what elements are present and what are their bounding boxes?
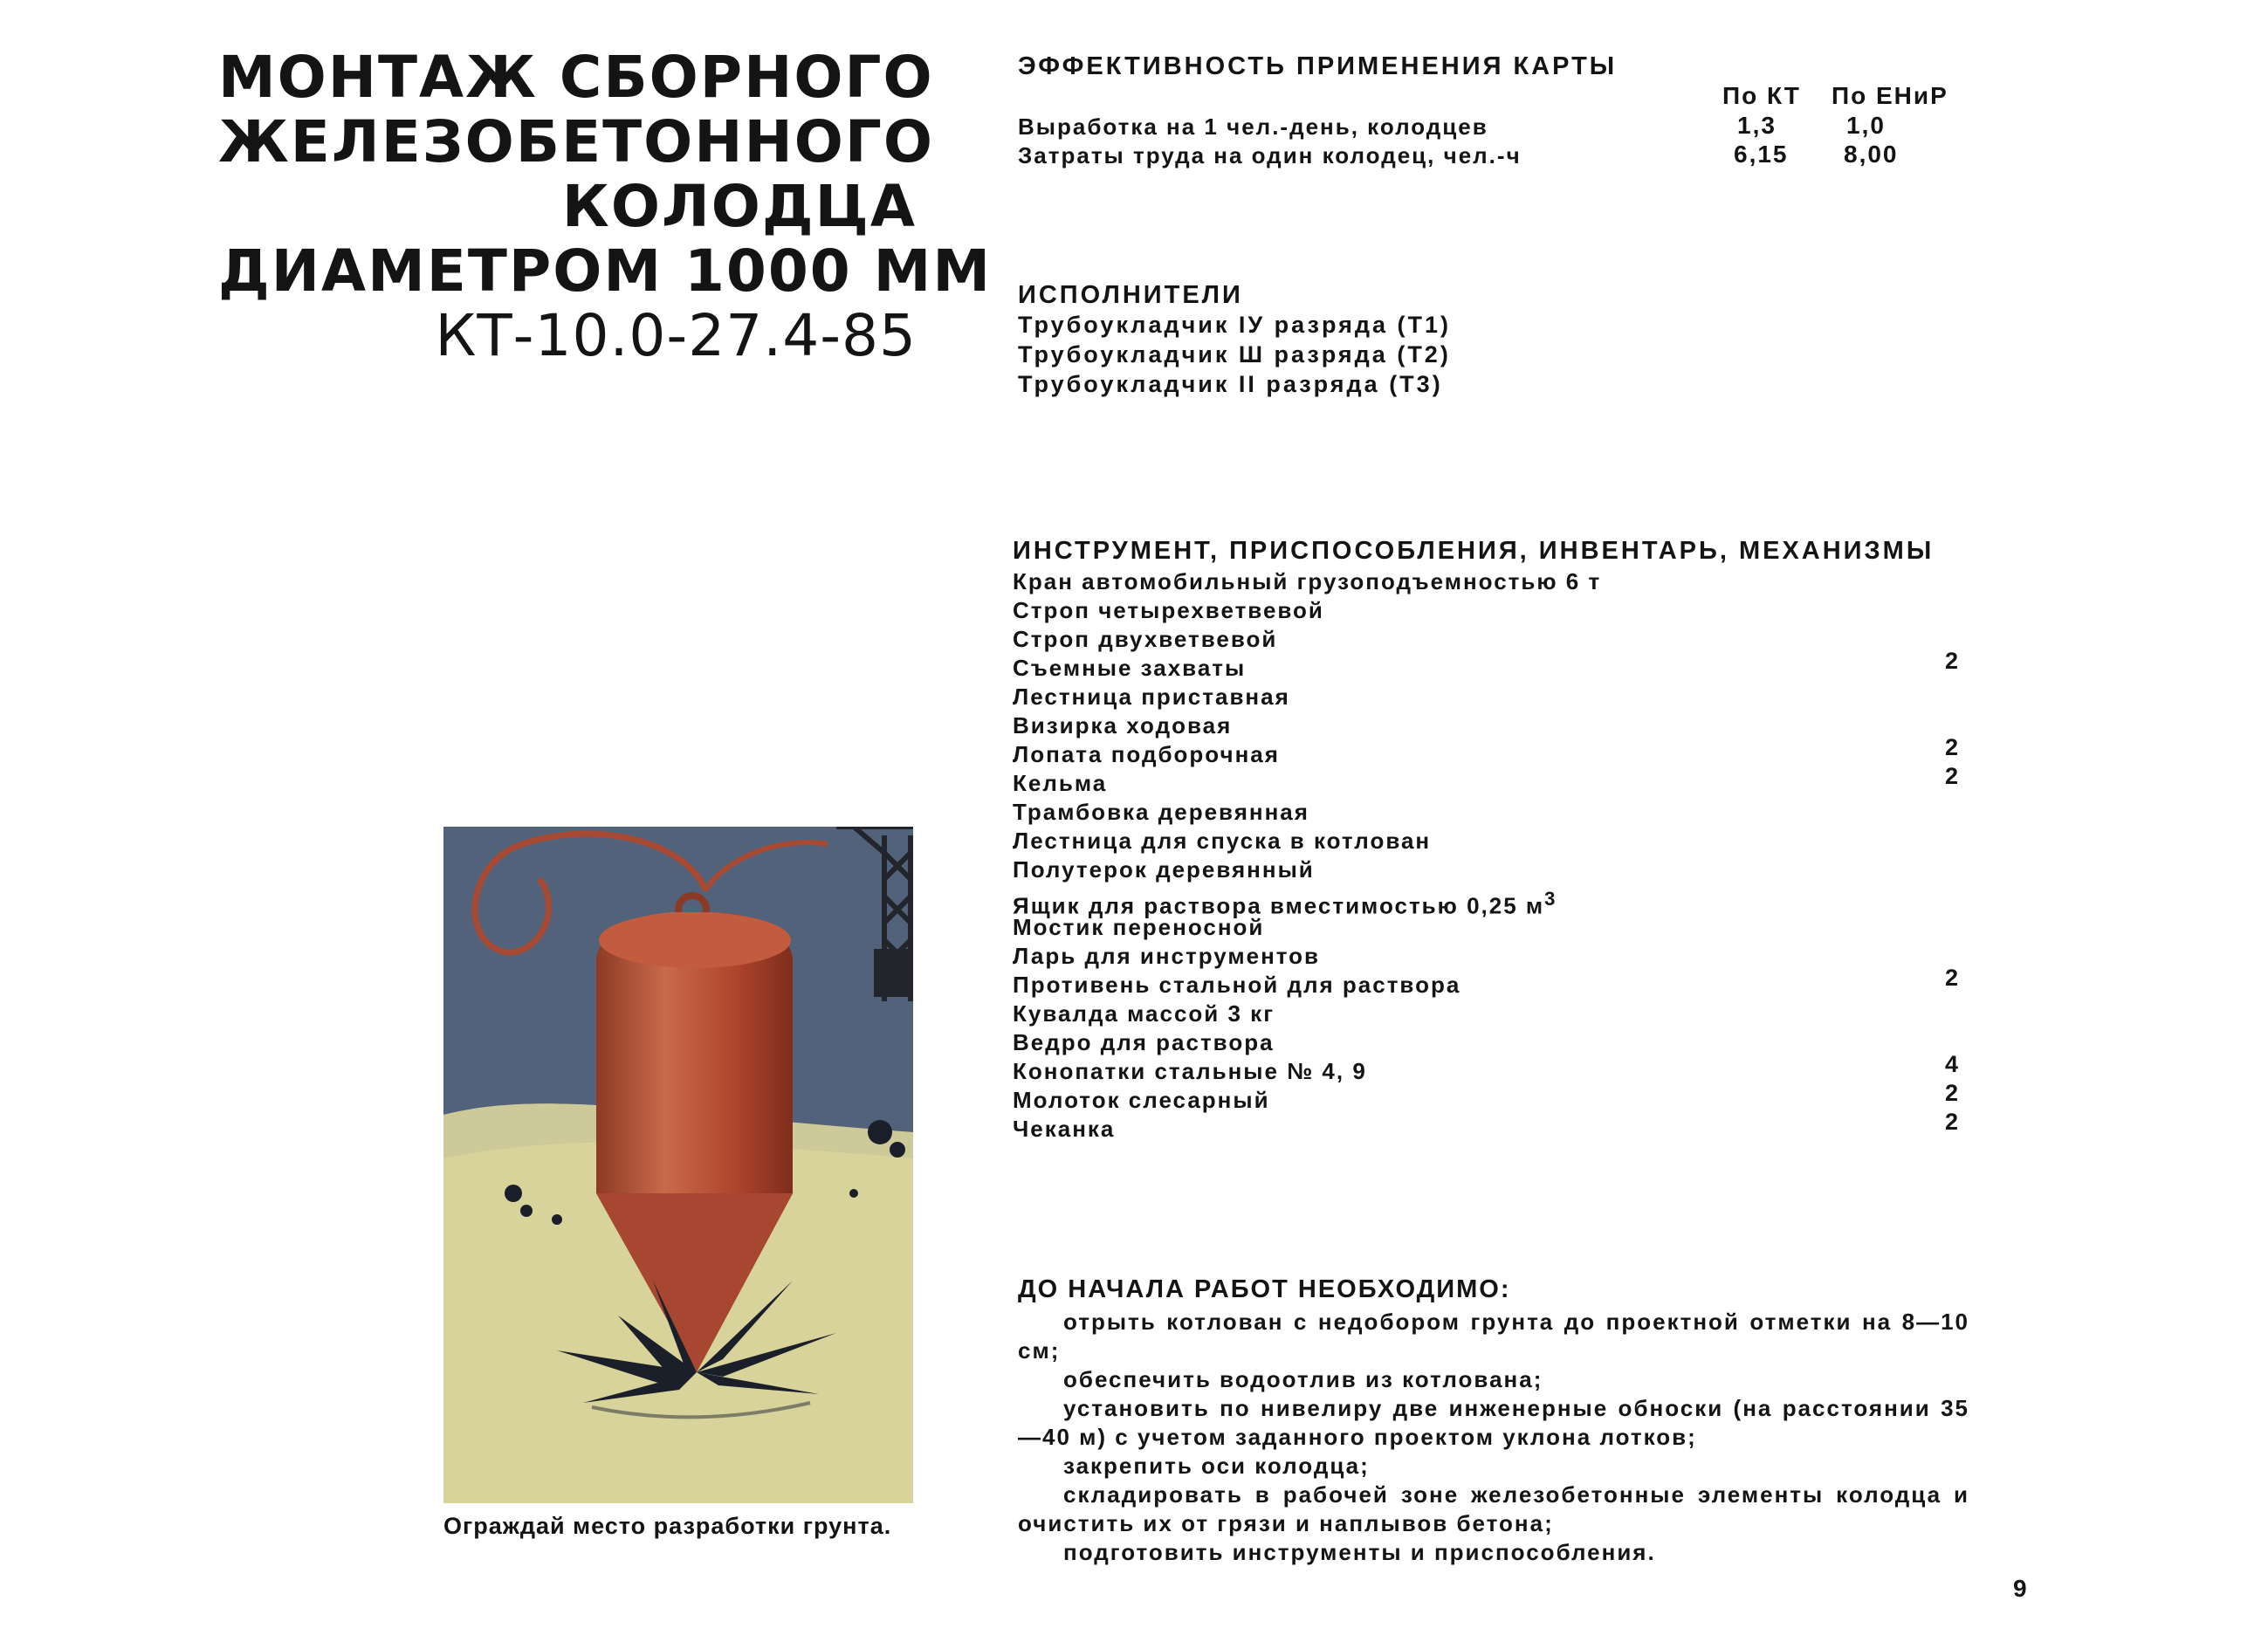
tool-item — [1013, 798, 1973, 827]
tool-quantity: 4 — [1945, 1051, 1961, 1077]
tool-item — [1013, 1080, 1973, 1115]
tool-quantity: 2 — [1945, 734, 1961, 760]
preparation-step: отрыть котлован с недобором грунта до проектной отметки на 8—10 см; — [1018, 1309, 1969, 1364]
tool-name: Конопатки стальные № 4, 9 — [1013, 1058, 1367, 1084]
tool-quantity: 2 — [1945, 1109, 1961, 1135]
tool-name: Чеканка — [1013, 1116, 1116, 1142]
tool-name: Визирка ходовая — [1013, 712, 1233, 739]
tool-item — [1013, 965, 1973, 1000]
tool-item — [1013, 596, 1973, 625]
preparation-heading: ДО НАЧАЛА РАБОТ НЕОБХОДИМО: — [1018, 1275, 1511, 1303]
tool-name: Лестница для спуска в котлован — [1013, 828, 1432, 854]
performer-item: Трубоукладчик Ш разряда (Т2) — [1018, 341, 1451, 368]
preparation-step: обеспечить водоотлив из котлована; — [1063, 1366, 1543, 1392]
tool-item — [1013, 827, 1973, 855]
tool-name: Противень стальной для раствора — [1013, 972, 1461, 998]
tool-name: Лестница приставная — [1013, 684, 1290, 710]
tool-name: Ларь для инструментов — [1013, 943, 1321, 969]
tool-quantity: 2 — [1945, 965, 1961, 991]
preparation-section — [1018, 1275, 1969, 1567]
efficiency-row-kt: 1,3 — [1737, 112, 1777, 139]
performer-item: Трубоукладчик IУ разряда (Т1) — [1018, 312, 1451, 338]
tool-name: Строп четырехветвевой — [1013, 597, 1324, 623]
title-code: КТ-10.0-27.4-85 — [435, 302, 917, 369]
efficiency-heading: ЭФФЕКТИВНОСТЬ ПРИМЕНЕНИЯ КАРТЫ — [1018, 52, 1618, 80]
title-line: МОНТАЖ СБОРНОГО — [218, 44, 934, 111]
plumb-bob-illustration — [443, 827, 913, 1503]
tool-item — [1013, 884, 1973, 919]
page-title — [218, 44, 993, 369]
tool-item — [1013, 1000, 1973, 1028]
tool-name: Лопата подборочная — [1013, 741, 1280, 767]
performer-item: Трубоукладчик II разряда (Т3) — [1018, 371, 1443, 397]
efficiency-column-kt: По КТ — [1722, 82, 1801, 109]
tool-item — [1013, 913, 1973, 942]
preparation-step: установить по нивелиру две инженерные обноски (на расстоянии 35—40 м) с учетом заданного проектом уклона лотков; — [1018, 1395, 1969, 1450]
tool-name: Кельма — [1013, 770, 1108, 796]
tool-item — [1013, 567, 1973, 596]
tools-section — [1013, 537, 1973, 1144]
preparation-step: закрепить оси колодца; — [1063, 1453, 1370, 1479]
tool-name: Кран автомобильный грузоподъемностью 6 т — [1013, 568, 1602, 594]
tools-list — [1013, 567, 1973, 1144]
efficiency-row-enir: 1,0 — [1846, 112, 1886, 139]
preparation-step: складировать в рабочей зоне железобетонные элементы колодца и очистить их от грязи и наплывов бетона; — [1018, 1481, 1969, 1536]
efficiency-column-enir: По ЕНиР — [1832, 82, 1948, 109]
efficiency-row-label: Выработка на 1 чел.-день, колодцев — [1018, 113, 1488, 140]
tool-name: Строп двухветвевой — [1013, 626, 1278, 652]
tool-quantity: 2 — [1945, 648, 1961, 674]
title-line: КОЛОДЦА — [561, 173, 917, 240]
efficiency-row-label: Затраты труда на один колодец, чел.-ч — [1018, 142, 1522, 168]
tool-item — [1013, 648, 1973, 683]
tool-item — [1013, 1028, 1973, 1057]
plumb-bob-icon — [443, 827, 913, 1503]
page-number: 9 — [2013, 1575, 2027, 1602]
tools-heading: ИНСТРУМЕНТ, ПРИСПОСОБЛЕНИЯ, ИНВЕНТАРЬ, МЕХАНИЗМЫ — [1013, 537, 1935, 565]
tool-item — [1013, 1051, 1973, 1086]
preparation-step: подготовить инструменты и приспособления. — [1063, 1539, 1656, 1565]
tool-name: Кувалда массой 3 кг — [1013, 1000, 1275, 1027]
tool-item — [1013, 711, 1973, 740]
illustration-caption: Ограждай место разработки грунта. — [443, 1513, 892, 1539]
title-line: ЖЕЛЕЗОБЕТОННОГО — [218, 108, 935, 175]
tool-item — [1013, 734, 1973, 769]
tool-name: Трамбовка деревянная — [1013, 799, 1309, 825]
tool-name: Мостик переносной — [1013, 914, 1265, 940]
tool-item — [1013, 855, 1973, 884]
tool-item — [1013, 683, 1973, 711]
tool-item — [1013, 942, 1973, 971]
preparation-list — [1018, 1308, 1969, 1567]
tool-unit-superscript: 3 — [1544, 888, 1557, 910]
efficiency-row-kt: 6,15 — [1734, 141, 1789, 168]
performers-heading: ИСПОЛНИТЕЛИ — [1018, 281, 1243, 309]
title-line: ДИАМЕТРОМ 1000 ММ — [218, 237, 993, 305]
performers-section — [1018, 281, 1451, 399]
tool-item — [1013, 1109, 1973, 1144]
tool-item — [1013, 625, 1973, 654]
tool-quantity: 2 — [1945, 1080, 1961, 1106]
tool-name: Молоток слесарный — [1013, 1087, 1270, 1113]
tool-name: Съемные захваты — [1013, 655, 1247, 681]
tool-name: Ведро для раствора — [1013, 1029, 1275, 1055]
tool-item — [1013, 763, 1973, 798]
efficiency-row-enir: 8,00 — [1844, 141, 1899, 168]
tool-name: Ящик для раствора вместимостью 0,25 м — [1013, 892, 1545, 919]
tool-quantity: 2 — [1945, 763, 1961, 789]
tool-name: Полутерок деревянный — [1013, 856, 1315, 883]
